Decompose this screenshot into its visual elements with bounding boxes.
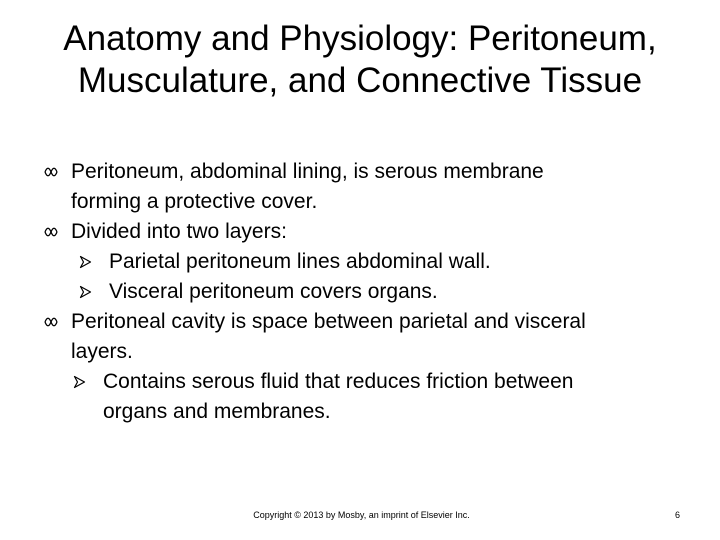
slide-title [0,18,720,102]
arrowhead-icon [73,375,86,389]
slide-title-line-2: Musculature, and Connective Tissue [77,61,643,100]
sub-bullet-text: organs and membranes. [103,400,331,423]
page-number: 6 [674,510,680,520]
bullet-text-line: Divided into two layers: [71,220,287,243]
bullet-text-line: Peritoneal cavity is space between parietal and visceral [71,310,586,333]
sub-bullet-item-visceral [79,277,684,307]
sub-bullet-text: Parietal peritoneum lines abdominal wall. [109,250,491,273]
sub-bullet-text: Contains serous fluid that reduces friction between [103,370,574,393]
sub-bullet-item-serous-fluid [73,367,684,427]
slide-title-line-1: Anatomy and Physiology: Peritoneum, [63,19,657,58]
bullet-text-line: forming a protective cover. [71,190,318,213]
bullet-item-peritoneum [44,157,684,217]
bullet-text-line: layers. [71,340,133,363]
sub-bullet-list [71,247,684,307]
ornamental-bullet-icon [44,226,58,238]
bullet-list [44,157,684,427]
bullet-item-cavity [44,307,684,427]
bullet-text-line: Peritoneum, abdominal lining, is serous membrane [71,160,544,183]
arrowhead-icon [79,255,92,269]
sub-bullet-item-parietal [79,247,684,277]
copyright-notice: Copyright © 2013 by Mosby, an imprint of Elsevier Inc. [253,510,470,520]
ornamental-bullet-icon [44,316,58,328]
sub-bullet-text: Visceral peritoneum covers organs. [109,280,438,303]
arrowhead-icon [79,285,92,299]
ornamental-bullet-icon [44,166,58,178]
sub-bullet-list [71,367,684,427]
bullet-item-layers [44,217,684,307]
